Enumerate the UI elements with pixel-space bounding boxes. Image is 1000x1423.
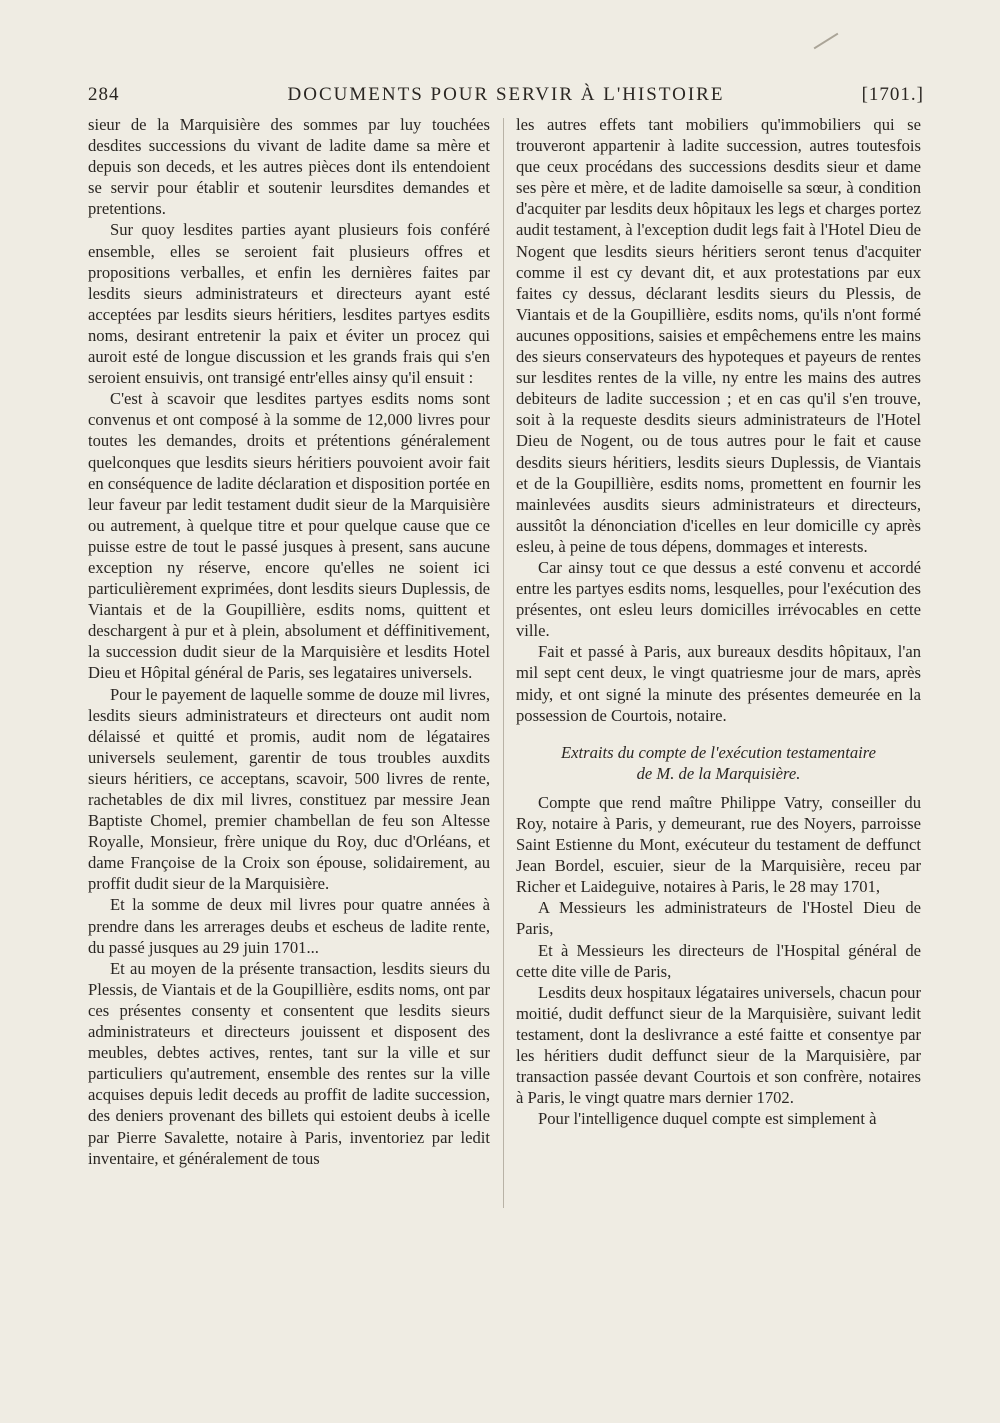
- paragraph: Pour le payement de laquelle somme de douze mil livres, lesdits sieurs administrateurs et directeurs ont audit nom délaissé et quitté et promis, audit nom de légataires universels seulement, garentir de tous troubles auxdits sieurs héritiers, ce acceptans, scavoir, 500 livres de rente, rachetables de dix mil livres, constituez par messire Jean Baptiste Chomel, premier chambellan de feu son Altesse Royalle, Monsieur, frère unique du Roy, duc d'Orléans, et dame Françoise de la Croix son épouse, solidairement, au proffit dudit sieur de la Marquisière.: [88, 684, 490, 894]
- ink-mark: [814, 33, 839, 50]
- paragraph: sieur de la Marquisière des sommes par luy touchées desdites successions du vivant de ladite dame sa mère et depuis son deceds, et les autres pièces dont ils entendoient se servir pour établir et soutenir leursdites demandes et pretentions.: [88, 115, 490, 219]
- paragraph: Et la somme de deux mil livres pour quatre années à prendre dans les arrerages deubs et escheus de ladite rente, du passé jusques au 29 juin 1701...: [88, 895, 490, 957]
- column-rule: [503, 118, 504, 1208]
- left-column: [88, 114, 490, 1224]
- paragraph: Compte que rend maître Philippe Vatry, conseiller du Roy, notaire à Paris, y demeurant, rue des Noyers, parroisse Saint Estienne du Mont, exécuteur du testament de deffunct Jean Bordel, escuier, sieur de la Marquisière, receu par Richer et Laideguive, notaires à Paris, le 28 may 1701,: [516, 792, 921, 897]
- header-year: [1701.]: [861, 84, 924, 105]
- right-column: [516, 114, 921, 1224]
- section-heading: [516, 742, 921, 784]
- section-heading-line-2: de M. de la Marquisière.: [636, 763, 801, 783]
- right-column-top: [516, 114, 921, 726]
- section-heading-line-1: Extraits du compte de l'exécution testamentaire: [561, 742, 876, 762]
- paragraph: Sur quoy lesdites parties ayant plusieurs fois conféré ensemble, elles se seroient fait plusieurs offres et propositions verballes, et enfin les dernières faites par lesdits sieurs administrateurs et directeurs ayant esté acceptées par lesdits sieurs héritiers, lesdites partyes esdits noms, desirant entretenir la paix et éviter un procez qui auroit esté de longue discussion et les grands frais qui s'en seroient ensuivis, ont transigé entr'elles ainsy qu'il ensuit :: [88, 220, 490, 388]
- page-number: 284: [88, 84, 120, 105]
- running-title: DOCUMENTS POUR SERVIR À L'HISTOIRE: [287, 84, 725, 105]
- paragraph: Et au moyen de la présente transaction, lesdits sieurs du Plessis, de Viantais et de la Goupillière, esdits noms, ont par ces présentes consenty et consentent que lesdits sieurs administrateurs et directeurs jouissent et disposent des meubles, debtes actives, rentes, tant sur la ville et sur particuliers qu'autrement, ensemble des rentes sur la ville acquises depuis ledit deceds au proffit de ladite succession, des deniers provenant des billets qui estoient deubs à icelle par Pierre Savalette, notaire à Paris, inventoriez par ledit inventaire, et généralement de tous: [88, 958, 490, 1168]
- right-column-bottom: [516, 792, 921, 1130]
- paragraph: les autres effets tant mobiliers qu'immobiliers qui se trouveront appartenir à ladite succession, autres toutesfois que ceux procédans des successions desdits sieur et dame ses père et mère, et de ladite damoiselle sa sœur, à condition d'acquiter par lesdits deux hôpitaux les legs et charges portez audit testament, à l'exception dudit legs fait à l'Hotel Dieu de Nogent que lesdits sieurs héritiers seront tenus d'acquiter comme il est cy devant dit, et aux protestations par eux faites cy dessus, déclarant lesdits sieurs du Plessis, de Viantais et de la Goupillière, esdits noms, qu'ils n'ont formé aucunes oppositions, saisies et empêchemens entre les mains des sieurs conservateurs des hypoteques et payeurs de rentes sur lesdites rentes de la ville, ny entre les mains des autres debiteurs de ladite succession ; et en cas qu'il s'en trouve, soit à la requeste desdits sieurs administrateurs de l'Hotel Dieu de Nogent, ou de tous autres pour le fait et cause desdits sieurs héritiers, lesdits sieurs Duplessis, de Viantais et de la Goupillière, esdits noms, promettent en fournir les mainlevées ausdits sieurs administrateurs et directeurs, aussitôt la dénonciation d'icelles en leur domicille cy après esleu, à peine de tous dépens, dommages et interests.: [516, 115, 921, 556]
- paragraph: Et à Messieurs les directeurs de l'Hospital général de cette dite ville de Paris,: [516, 940, 921, 981]
- paragraph: Car ainsy tout ce que dessus a esté convenu et accordé entre les partyes esdits noms, lesquelles, pour l'exécution des présentes, ont esleu leurs domicilles irrévocables en cette ville.: [516, 557, 921, 641]
- page-header: [88, 84, 924, 110]
- paragraph: A Messieurs les administrateurs de l'Hostel Dieu de Paris,: [516, 898, 921, 939]
- paragraph: Lesdits deux hospitaux légataires universels, chacun pour moitié, dudit deffunct sieur de la Marquisière, suivant ledit testament, dont la deslivrance a esté faitte et consentye par les héritiers dudit deffunct sieur de la Marquisière, par transaction passée devant Courtois et son confrère, notaires à Paris, le vingt quatre mars dernier 1702.: [516, 982, 921, 1108]
- paragraph: C'est à scavoir que lesdites partyes esdits noms sont convenus et ont composé à la somme de 12,000 livres pour toutes les demandes, droits et prétentions généralement quelconques que lesdits sieurs héritiers pouvoient avoir fait en conséquence de ladite déclaration et disposition portée en leur faveur par ledit testament dudit sieur de la Marquisière ou autrement, à quelque titre et pour quelque cause que ce puisse estre de tout le passé jusques à present, sans aucune exception ny réserve, encore qu'elles ne soient ici particulièrement exprimées, dont lesdits sieurs Duplessis, de Viantais et de la Goupillière, esdits noms, quittent et deschargent à pur et à plein, absolument et déffinitivement, la succession dudit sieur de la Marquisière et lesdits Hotel Dieu et Hôpital général de Paris, ses legataires universels.: [88, 389, 490, 683]
- paragraph: Fait et passé à Paris, aux bureaux desdits hôpitaux, l'an mil sept cent deux, le vingt quatriesme jour de mars, après midy, et ont signé la minute des présentes demeurée en la possession de Courtois, notaire.: [516, 642, 921, 725]
- paragraph: Pour l'intelligence duquel compte est simplement à: [538, 1109, 877, 1129]
